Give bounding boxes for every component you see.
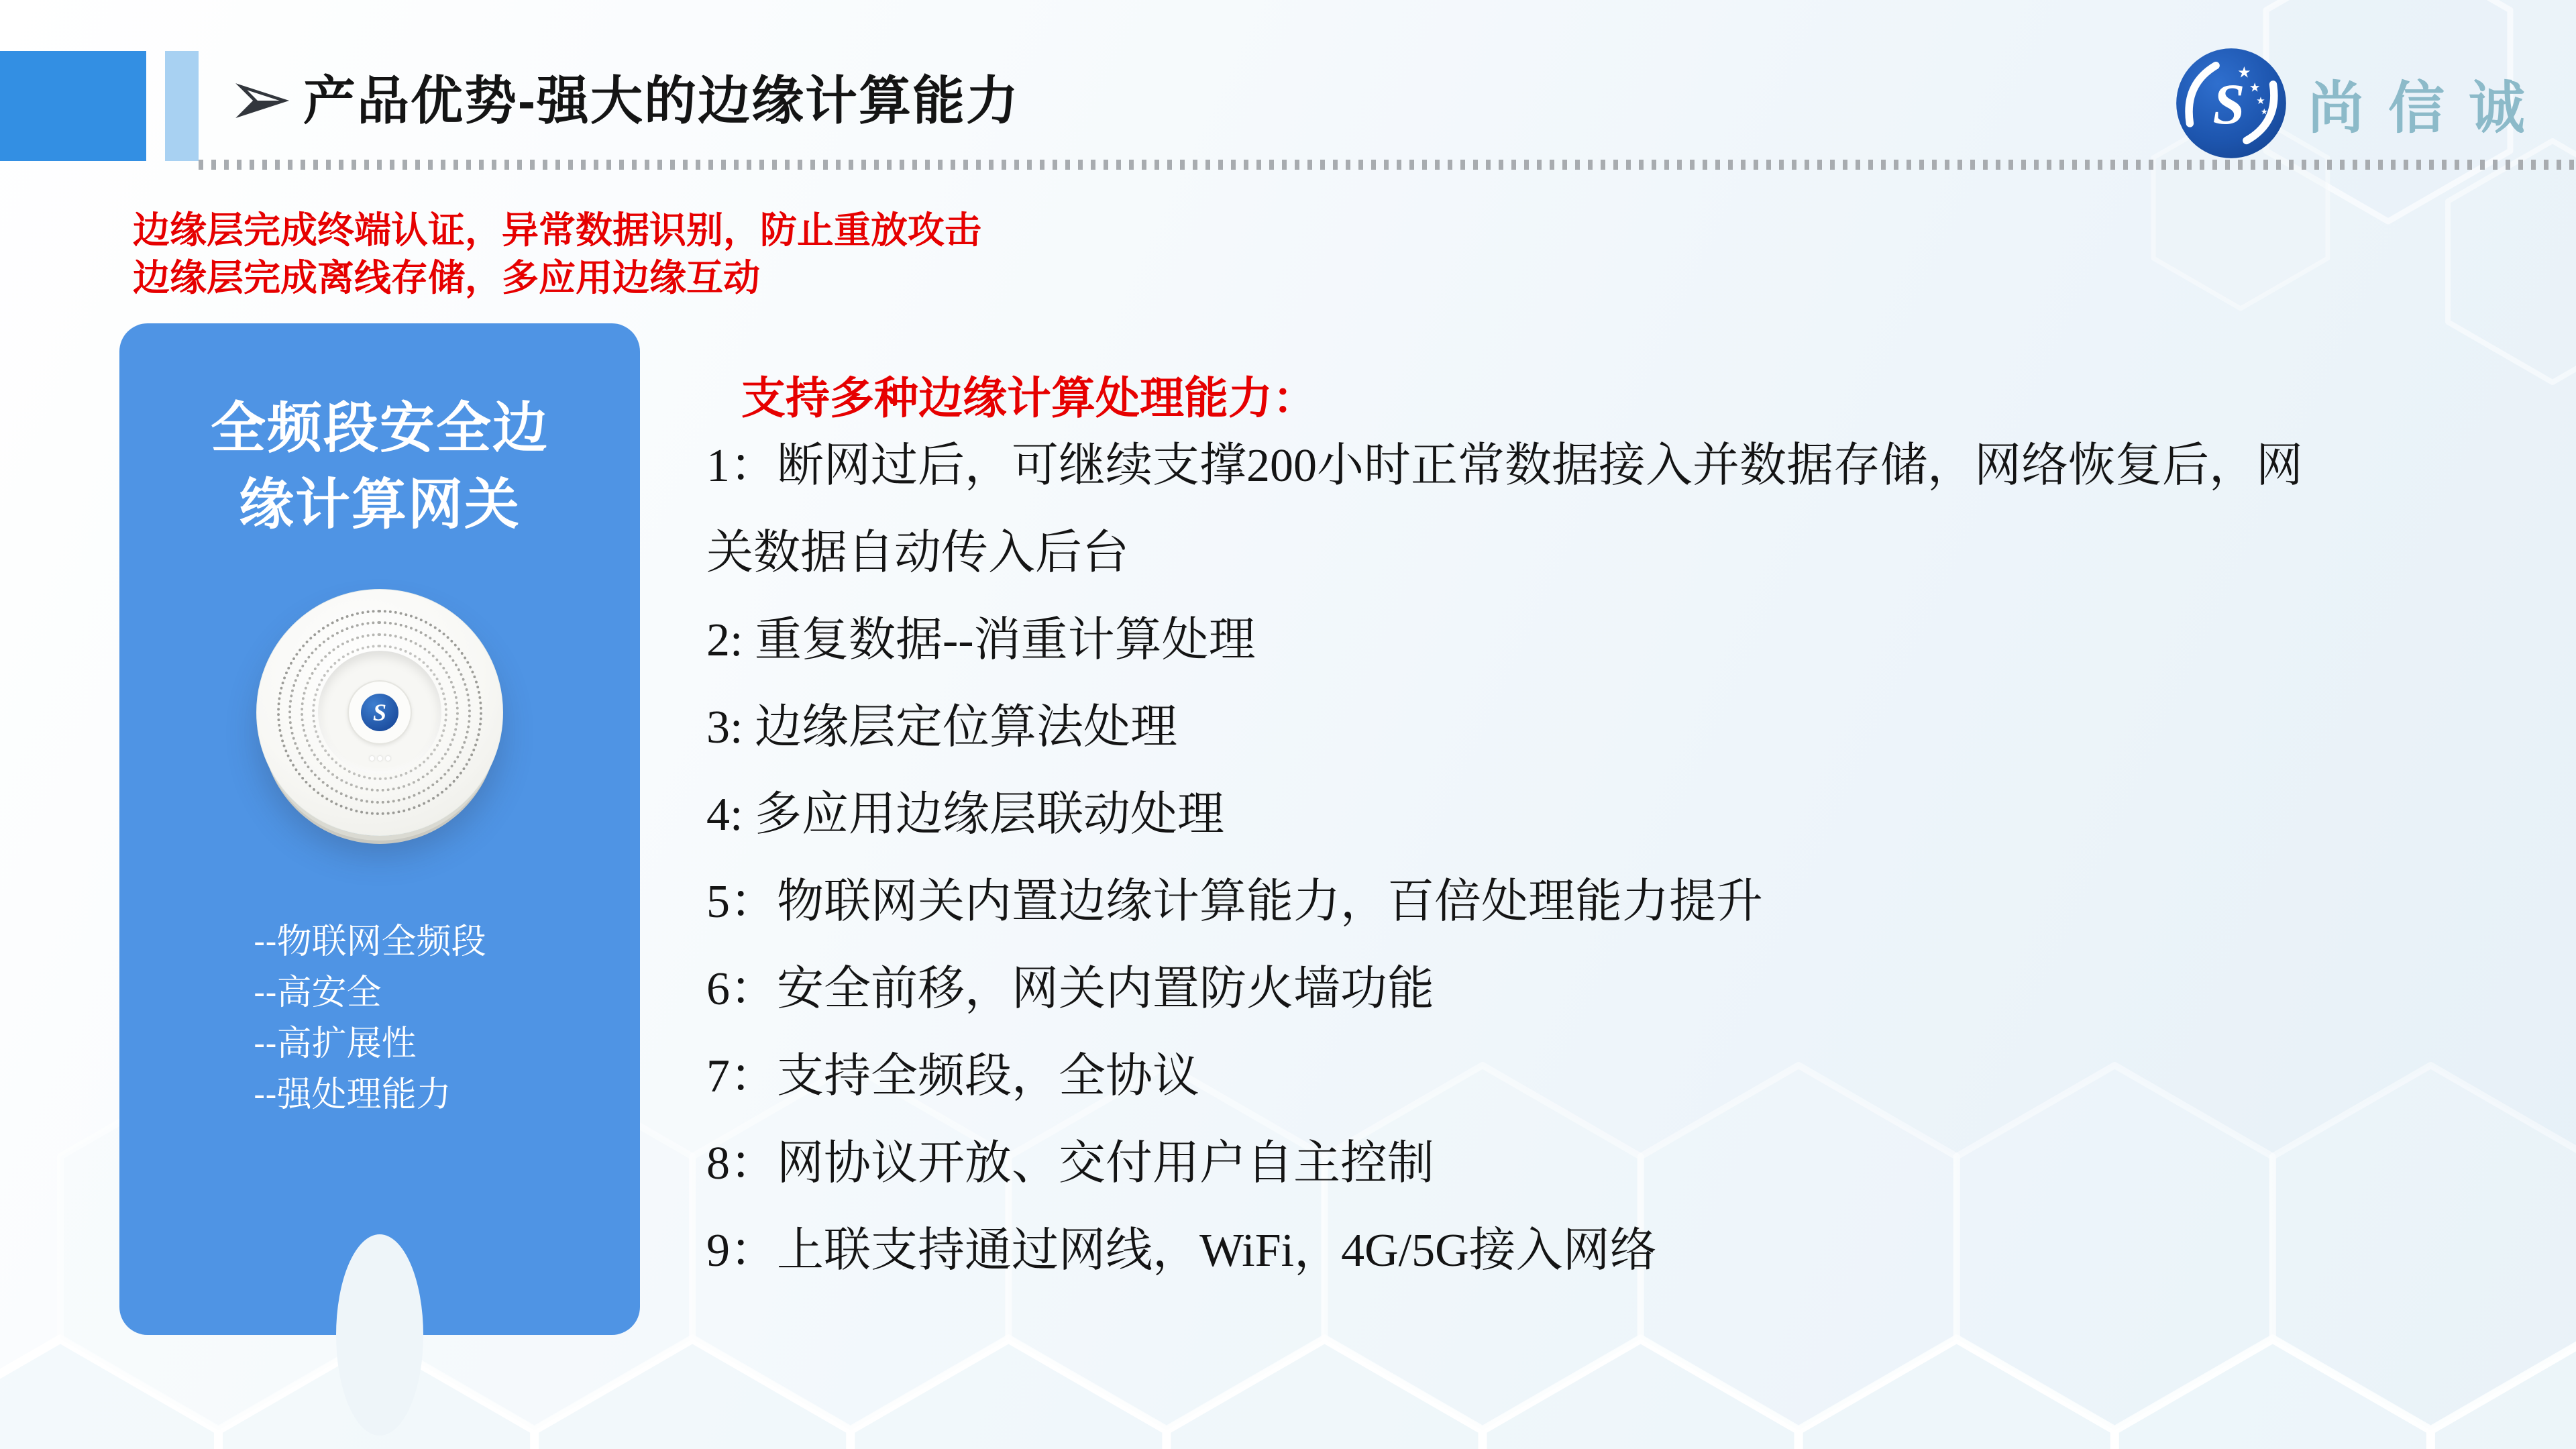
capabilities-heading: 支持多种边缘计算处理能力： xyxy=(741,374,1317,423)
star-icon: ★ xyxy=(2256,95,2265,107)
feature-item: --高安全 xyxy=(254,973,382,1012)
brand-logo xyxy=(2172,44,2549,162)
brand-name: 尚信诚 xyxy=(2308,77,2550,140)
star-icon: ★ xyxy=(2249,80,2261,95)
star-icon: ★ xyxy=(2237,63,2251,81)
device-status-led xyxy=(378,756,382,761)
arrow-bullet-icon: ➢ xyxy=(227,54,293,143)
capability-item: 5：物联网关内置边缘计算能力，百倍处理能力提升 xyxy=(706,876,1763,928)
product-card-title xyxy=(119,390,640,543)
capability-item: 7：支持全频段，全协议 xyxy=(706,1051,1199,1102)
capability-item: 6：安全前移，网关内置防火墙功能 xyxy=(706,963,1434,1015)
product-card-title-line1: 全频段安全边 xyxy=(210,398,549,459)
capability-item: 9：上联支持通过网线，WiFi，4G/5G接入网络 xyxy=(706,1225,1657,1277)
brand-monogram: S xyxy=(2212,71,2245,136)
capability-item: 1：断网过后，可继续支撑200小时正常数据接入并数据存储，网络恢复后，网关数据自动传入后台 xyxy=(706,440,2303,579)
page-title: 产品优势-强大的边缘计算能力 xyxy=(303,71,1020,130)
product-card-title-line2: 缘计算网关 xyxy=(238,474,521,535)
capability-item: 8：网协议开放、交付用户自主控制 xyxy=(706,1138,1434,1189)
capability-item: 3: 边缘层定位算法处理 xyxy=(706,702,1177,753)
capabilities-list xyxy=(706,423,2330,1295)
brand-globe-icon xyxy=(2172,44,2290,162)
feature-list xyxy=(254,916,486,1120)
gateway-device-image xyxy=(256,588,504,837)
product-card xyxy=(119,323,640,1335)
feature-item: --强处理能力 xyxy=(254,1075,451,1114)
annotation-line: 边缘层完成终端认证，异常数据识别，防止重放攻击 xyxy=(133,210,982,251)
capability-item: 4: 多应用边缘层联动处理 xyxy=(706,789,1224,841)
capability-item: 2: 重复数据--消重计算处理 xyxy=(706,614,1256,666)
device-monogram: S xyxy=(372,699,387,726)
star-icon: ★ xyxy=(2263,117,2269,125)
device-status-led xyxy=(370,756,374,761)
header-accent-bar xyxy=(165,51,199,161)
device-status-led xyxy=(386,756,390,761)
annotation-line: 边缘层完成离线存储，多应用边缘互动 xyxy=(133,258,761,299)
feature-item: --高扩展性 xyxy=(254,1024,417,1063)
device-logo-icon xyxy=(361,694,398,731)
card-bottom-notch xyxy=(336,1234,423,1436)
feature-item: --物联网全频段 xyxy=(254,922,486,961)
star-icon: ★ xyxy=(2260,107,2268,117)
header-accent-block xyxy=(0,51,146,161)
edge-layer-annotation xyxy=(133,207,981,302)
